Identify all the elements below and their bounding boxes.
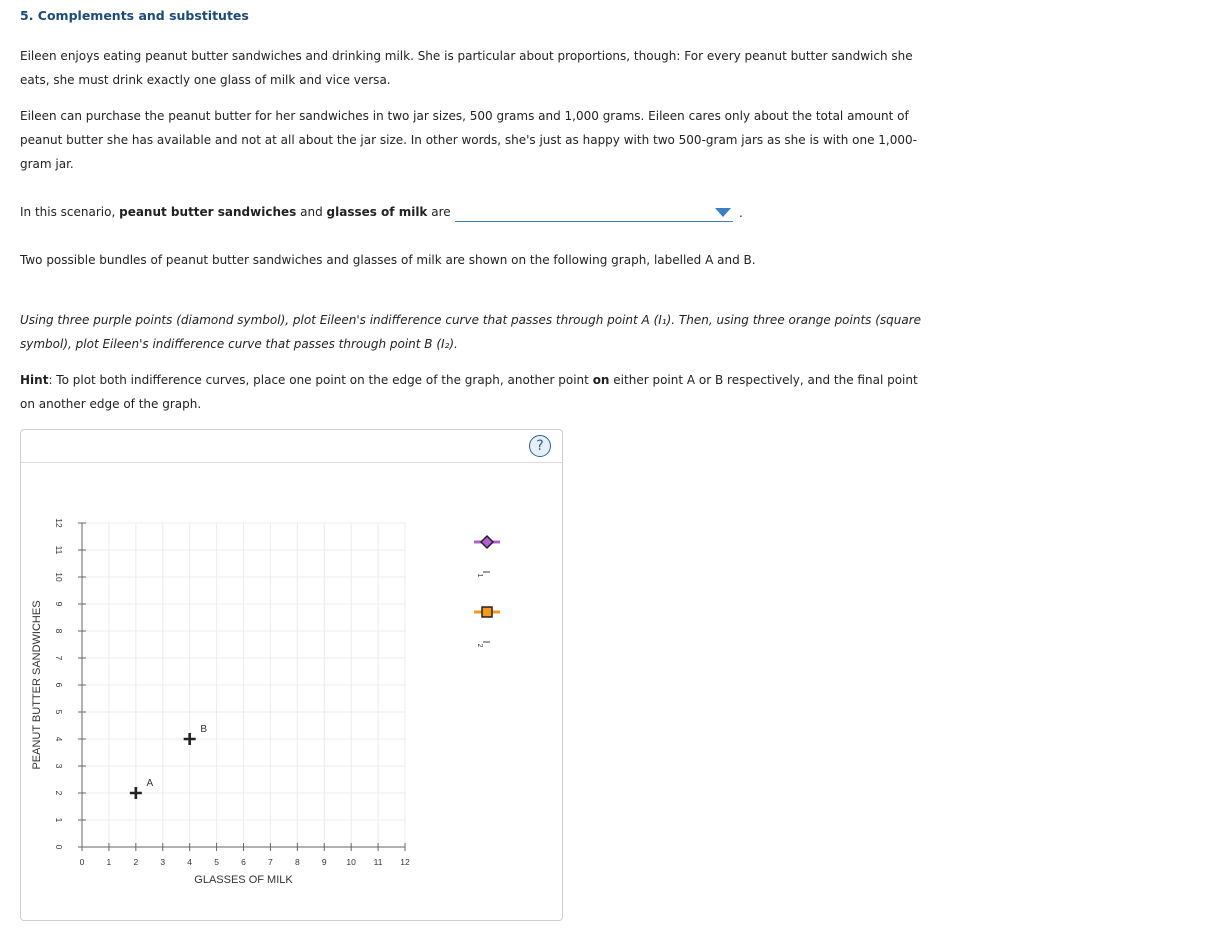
- x-tick-label: 6: [241, 857, 246, 867]
- y-tick-label: 6: [54, 682, 64, 688]
- instructions: [20, 308, 921, 356]
- graph-panel: [20, 429, 563, 921]
- paragraph-line: gram jar.: [20, 157, 74, 171]
- indifference-graph[interactable]: [21, 430, 562, 920]
- hint-text: : To plot both indifference curves, place one point on the edge of the graph, another point: [48, 373, 593, 387]
- y-tick-label: 12: [54, 518, 64, 528]
- y-tick-label: 8: [54, 628, 64, 634]
- x-tick-label: 2: [133, 857, 139, 867]
- y-tick-label: 1: [54, 817, 64, 823]
- chevron-down-icon: [715, 208, 731, 217]
- legend-label-i2: $I_2$: [476, 640, 491, 648]
- x-axis-label: GLASSES OF MILK: [194, 874, 293, 886]
- x-tick-label: 1: [106, 857, 112, 867]
- paragraph-line: eats, she must drink exactly one glass of milk and vice versa.: [20, 73, 391, 87]
- question-title: 5. Complements and substitutes: [20, 8, 249, 23]
- paragraph-bundles: Two possible bundles of peanut butter sandwiches and glasses of milk are shown on the following graph, labelled A and B.: [20, 253, 756, 267]
- x-tick-label: 12: [400, 857, 410, 867]
- point-a-label: A: [146, 778, 154, 789]
- point-a-marker: [130, 787, 142, 799]
- x-tick-label: 5: [214, 857, 219, 867]
- hint-line: [20, 368, 918, 392]
- scenario-bold-sandwiches: peanut butter sandwiches: [119, 205, 297, 219]
- paragraph-jar-sizes: [20, 104, 917, 176]
- x-tick-label: 0: [79, 857, 85, 867]
- y-tick-label: 11: [54, 545, 64, 555]
- paragraph-line: peanut butter she has available and not at all about the jar size. In other words, she's just as happy with two 500-gram jars as she is with one 1,000-: [20, 133, 917, 147]
- paragraph-line: Eileen enjoys eating peanut butter sandwiches and drinking milk. She is particular about proportions, though: For every peanut butter sandwich she: [20, 49, 913, 63]
- square-icon[interactable]: [482, 607, 492, 617]
- hint-text: either point A or B respectively, and the final point: [609, 373, 918, 387]
- y-axis-label: PEANUT BUTTER SANDWICHES: [31, 600, 43, 770]
- instruction-line: symbol), plot Eileen's indifference curve that passes through point B (I₂).: [20, 337, 458, 351]
- hint-line: on another edge of the graph.: [20, 397, 202, 411]
- y-tick-label: 7: [54, 655, 64, 661]
- y-tick-label: 5: [54, 709, 64, 715]
- scenario-text: In this scenario,: [20, 205, 120, 219]
- y-tick-label: 3: [54, 763, 64, 769]
- y-tick-label: 9: [54, 601, 64, 607]
- paragraph-proportions: [20, 44, 913, 92]
- scenario-text: are: [427, 205, 451, 219]
- y-tick-label: 2: [54, 790, 64, 796]
- x-tick-label: 8: [294, 857, 300, 867]
- instruction-line: Using three purple points (diamond symbol), plot Eileen's indifference curve that passes through point A (I₁). Then, using three orange points (square: [20, 313, 922, 327]
- y-tick-label: 10: [54, 572, 64, 582]
- x-tick-label: 4: [187, 857, 193, 867]
- hint-on: on: [592, 373, 610, 387]
- sentence-period: .: [739, 206, 743, 220]
- x-tick-label: 7: [268, 857, 273, 867]
- legend-label-i1: $I_1$: [476, 570, 491, 578]
- diamond-icon[interactable]: [481, 536, 493, 548]
- x-tick-label: 9: [321, 857, 327, 867]
- help-icon[interactable]: ?: [529, 435, 551, 457]
- answer-dropdown[interactable]: [455, 203, 733, 222]
- y-tick-label: 4: [54, 736, 64, 742]
- hint: [20, 368, 918, 416]
- x-tick-label: 3: [160, 857, 166, 867]
- hint-label: Hint: [20, 373, 49, 387]
- scenario-sentence: [20, 200, 451, 224]
- point-b-marker: [184, 733, 196, 745]
- x-tick-label: 11: [373, 857, 383, 867]
- x-tick-label: 10: [346, 857, 356, 867]
- point-b-label: B: [200, 724, 208, 735]
- scenario-bold-milk: glasses of milk: [326, 205, 428, 219]
- paragraph-line: Eileen can purchase the peanut butter for her sandwiches in two jar sizes, 500 grams and 1,000 grams. Eileen cares only about the total amount of: [20, 109, 909, 123]
- y-tick-label: 0: [54, 844, 64, 850]
- scenario-text: and: [296, 205, 327, 219]
